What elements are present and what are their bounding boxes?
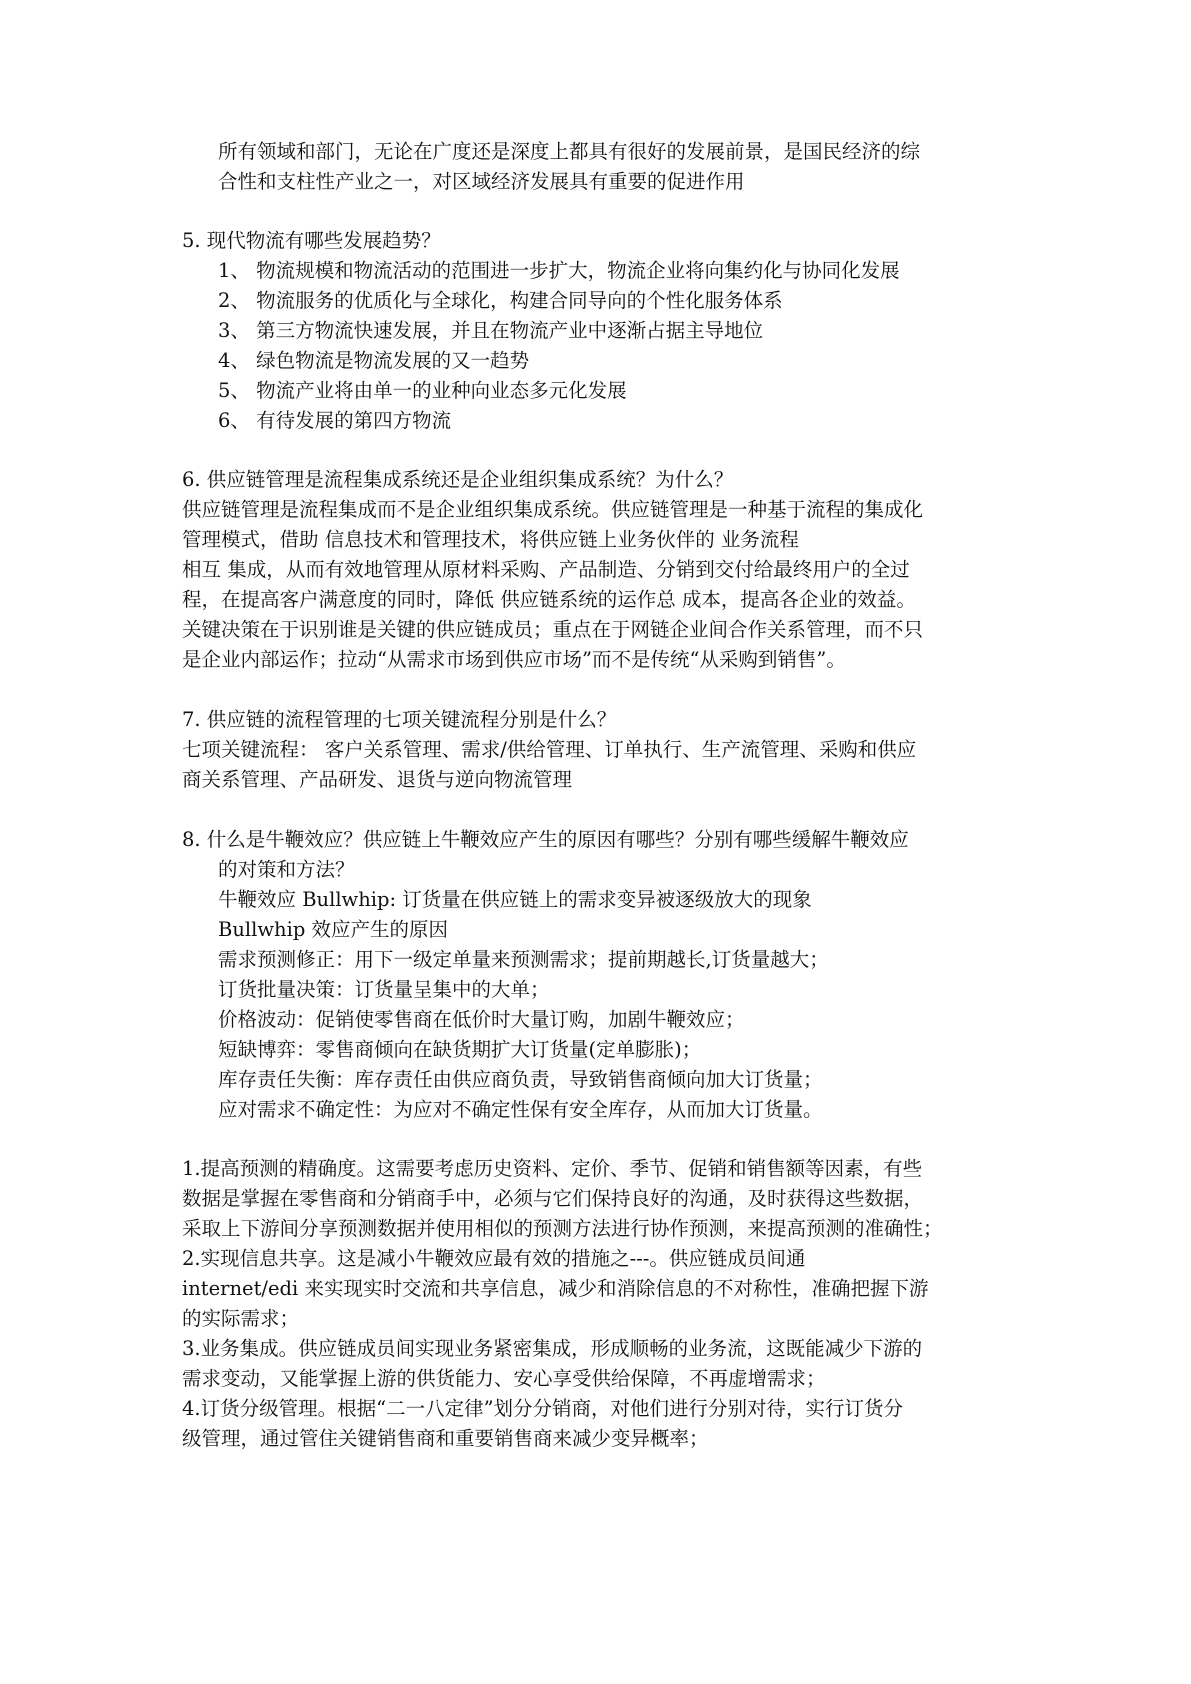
measure-line: 需求变动，又能掌握上游的供货能力、安心享受供给保障，不再虚增需求； — [182, 1367, 826, 1390]
measure-line: internet/edi 来实现实时交流和共享信息，减少和消除信息的不对称性，准确把握下游 — [182, 1277, 929, 1300]
answer-line: 商关系管理、产品研发、退货与逆向物流管理 — [182, 768, 573, 791]
intro-line: 所有领域和部门，无论在广度还是深度上都具有很好的发展前景，是国民经济的综 — [218, 140, 921, 163]
list-item: 3、 第三方物流快速发展，并且在物流产业中逐渐占据主导地位 — [218, 319, 764, 342]
answer-line: 短缺博弈：零售商倾向在缺货期扩大订货量(定单膨胀)； — [218, 1038, 702, 1061]
answer-line: 程，在提高客户满意度的同时，降低 供应链系统的运作总 成本，提高各企业的效益。 — [182, 588, 916, 611]
measure-line: 级管理，通过管住关键销售商和重要销售商来减少变异概率； — [182, 1427, 709, 1450]
list-item: 1、 物流规模和物流活动的范围进一步扩大，物流企业将向集约化与协同化发展 — [218, 259, 900, 282]
measure-line: 1.提高预测的精确度。这需要考虑历史资料、定价、季节、促销和销售额等因素，有些 — [182, 1157, 923, 1180]
question-8: 8. 什么是牛鞭效应？供应链上牛鞭效应产生的原因有哪些？分别有哪些缓解牛鞭效应 — [182, 828, 909, 851]
answer-line: 管理模式，借助 信息技术和管理技术，将供应链上业务伙伴的 业务流程 — [182, 528, 799, 551]
answer-line: 是企业内部运作；拉动“从需求市场到供应市场”而不是传统“从采购到销售”。 — [182, 648, 846, 671]
measure-line: 4.订货分级管理。根据“二一八定律”划分分销商，对他们进行分别对待，实行订货分 — [182, 1397, 904, 1420]
question-6: 6. 供应链管理是流程集成系统还是企业组织集成系统？为什么？ — [182, 468, 734, 491]
measure-line: 的实际需求； — [182, 1307, 300, 1330]
measure-line: 3.业务集成。供应链成员间实现业务紧密集成，形成顺畅的业务流，这既能减少下游的 — [182, 1337, 923, 1360]
question-5: 5. 现代物流有哪些发展趋势？ — [182, 229, 441, 252]
answer-line: 价格波动：促销使零售商在低价时大量订购，加剧牛鞭效应； — [218, 1008, 745, 1031]
question-7: 7. 供应链的流程管理的七项关键流程分别是什么？ — [182, 708, 617, 731]
list-item: 6、 有待发展的第四方物流 — [218, 409, 452, 432]
intro-line: 合性和支柱性产业之一，对区域经济发展具有重要的促进作用 — [218, 170, 745, 193]
answer-line: 需求预测修正：用下一级定单量来预测需求；提前期越长,订货量越大； — [218, 948, 829, 971]
answer-line: 关键决策在于识别谁是关键的供应链成员；重点在于网链企业间合作关系管理，而不只 — [182, 618, 924, 641]
question-8-continued: 的对策和方法？ — [218, 858, 355, 881]
measure-line: 2.实现信息共享。这是减小牛鞭效应最有效的措施之---。供应链成员间通 — [182, 1247, 806, 1270]
list-item: 2、 物流服务的优质化与全球化，构建合同导向的个性化服务体系 — [218, 289, 783, 312]
list-item: 5、 物流产业将由单一的业种向业态多元化发展 — [218, 379, 627, 402]
answer-line: 牛鞭效应 Bullwhip: 订货量在供应链上的需求变异被逐级放大的现象 — [218, 888, 812, 911]
answer-line: 七项关键流程： 客户关系管理、需求/供给管理、订单执行、生产流管理、采购和供应 — [182, 738, 917, 761]
measure-line: 数据是掌握在零售商和分销商手中，必须与它们保持良好的沟通，及时获得这些数据， — [182, 1187, 924, 1210]
measure-line: 采取上下游间分享预测数据并使用相似的预测方法进行协作预测，来提高预测的准确性； — [182, 1217, 943, 1240]
answer-line: 相互 集成，从而有效地管理从原材料采购、产品制造、分销到交付给最终用户的全过 — [182, 558, 910, 581]
answer-line: 订货批量决策：订货量呈集中的大单； — [218, 978, 550, 1001]
answer-line: Bullwhip 效应产生的原因 — [218, 918, 449, 941]
answer-line: 库存责任失衡：库存责任由供应商负责，导致销售商倾向加大订货量； — [218, 1068, 823, 1091]
answer-line: 供应链管理是流程集成而不是企业组织集成系统。供应链管理是一种基于流程的集成化 — [182, 498, 924, 521]
answer-line: 应对需求不确定性：为应对不确定性保有安全库存，从而加大订货量。 — [218, 1098, 823, 1121]
list-item: 4、 绿色物流是物流发展的又一趋势 — [218, 349, 530, 372]
